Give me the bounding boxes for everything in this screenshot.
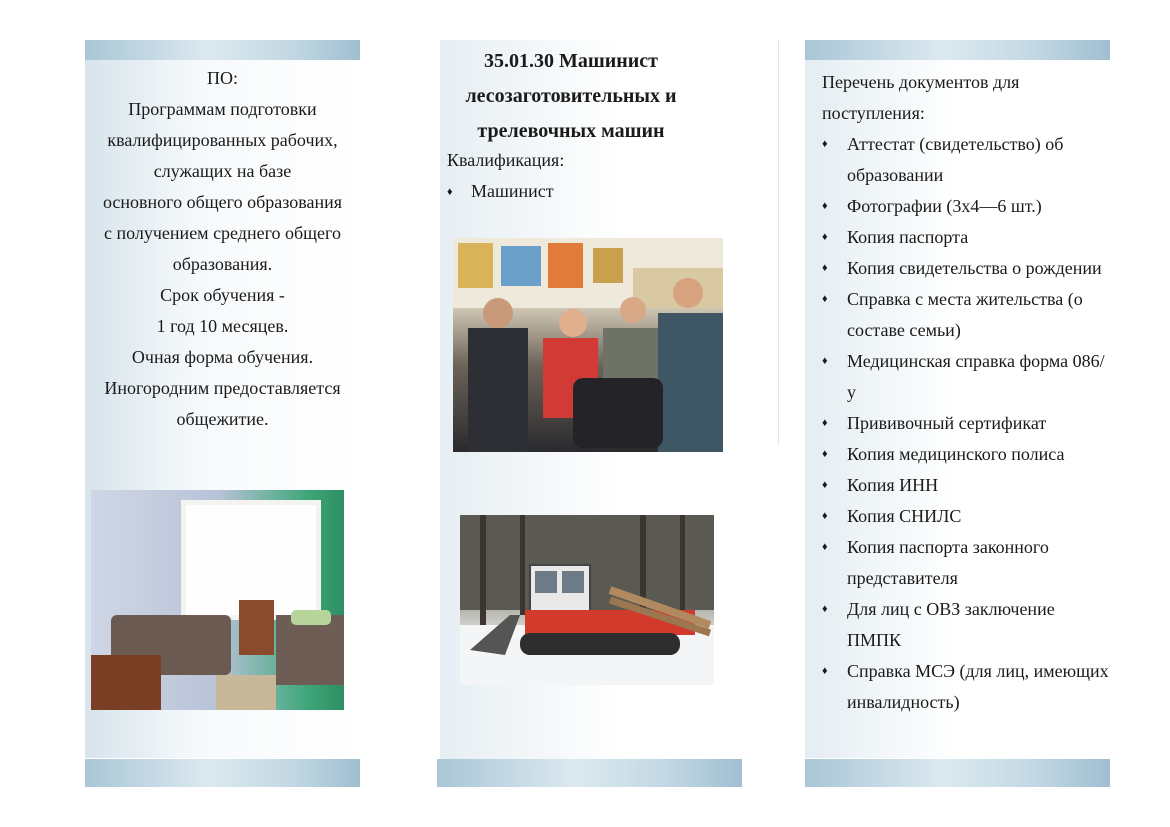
documents-list-section <box>822 67 1112 718</box>
qualification-item <box>447 181 554 202</box>
list-item <box>822 191 1112 222</box>
program-line: служащих на базе <box>153 161 292 181</box>
qualification-value: Машинист <box>471 181 554 201</box>
program-line: с получением среднего общего <box>104 223 341 243</box>
left-bottom-bar <box>85 759 360 787</box>
diamond-bullet-icon: ♦ <box>822 293 828 305</box>
dormitory-photo <box>91 490 344 710</box>
left-top-bar <box>85 40 360 60</box>
list-item <box>822 253 1112 284</box>
documents-heading-line: Перечень документов для <box>822 72 1020 92</box>
column-divider <box>778 40 779 445</box>
diamond-bullet-icon: ♦ <box>822 355 828 367</box>
document-label: Копия паспорта <box>847 227 969 247</box>
document-label: Прививочный сертификат <box>847 413 1047 433</box>
document-label: Копия СНИЛС <box>847 506 962 526</box>
right-bottom-bar <box>805 759 1110 787</box>
program-line: образования. <box>172 254 273 274</box>
diamond-bullet-icon: ♦ <box>822 541 828 553</box>
list-item <box>822 129 1112 191</box>
program-description <box>85 63 360 435</box>
program-line: Срок обучения - <box>160 285 285 305</box>
program-line: общежитие. <box>176 409 269 429</box>
list-item <box>822 470 1112 501</box>
right-top-bar <box>805 40 1110 60</box>
list-item <box>822 532 1112 594</box>
list-item <box>822 346 1112 408</box>
list-item <box>822 656 1112 718</box>
diamond-bullet-icon: ♦ <box>822 665 828 677</box>
list-item <box>822 284 1112 346</box>
diamond-bullet-icon: ♦ <box>822 448 828 460</box>
title-line: 35.01.30 Машинист <box>483 50 659 72</box>
diamond-bullet-icon: ♦ <box>447 186 453 198</box>
diamond-bullet-icon: ♦ <box>822 200 828 212</box>
title-line: трелевочных машин <box>477 120 665 142</box>
program-line: 1 год 10 месяцев. <box>156 316 289 336</box>
diamond-bullet-icon: ♦ <box>822 231 828 243</box>
list-item <box>822 439 1112 470</box>
documents-list <box>822 129 1112 718</box>
document-label: Копия паспорта законного представителя <box>847 537 1049 588</box>
diamond-bullet-icon: ♦ <box>822 510 828 522</box>
forestry-tractor-photo <box>460 515 714 685</box>
diamond-bullet-icon: ♦ <box>822 479 828 491</box>
documents-heading-line: поступления: <box>822 103 925 123</box>
middle-bottom-bar <box>437 759 742 787</box>
document-label: Справка МСЭ (для лиц, имеющих инвалидность) <box>847 661 1109 712</box>
program-line: ПО: <box>207 68 238 88</box>
diamond-bullet-icon: ♦ <box>822 417 828 429</box>
specialty-title <box>440 44 702 149</box>
document-label: Копия свидетельства о рождении <box>847 258 1102 278</box>
diamond-bullet-icon: ♦ <box>822 603 828 615</box>
list-item <box>822 594 1112 656</box>
program-line: квалифицированных рабочих, <box>107 130 338 150</box>
document-label: Медицинская справка форма 086/у <box>847 351 1105 402</box>
classroom-students-photo <box>453 238 723 452</box>
list-item <box>822 501 1112 532</box>
program-line: Очная форма обучения. <box>131 347 314 367</box>
document-label: Аттестат (свидетельство) об образовании <box>847 134 1064 185</box>
diamond-bullet-icon: ♦ <box>822 138 828 150</box>
list-item <box>822 408 1112 439</box>
list-item <box>822 222 1112 253</box>
document-label: Копия ИНН <box>847 475 939 495</box>
title-line: лесозаготовительных и <box>465 85 677 107</box>
document-label: Копия медицинского полиса <box>847 444 1065 464</box>
program-line: Программам подготовки <box>128 99 317 119</box>
document-label: Справка с места жительства (о составе семьи) <box>847 289 1083 340</box>
qualification-label: Квалификация: <box>447 150 565 170</box>
document-label: Фотографии (3х4—6 шт.) <box>847 196 1042 216</box>
program-line: Иногородним предоставляется <box>104 378 341 398</box>
document-label: Для лиц с ОВЗ заключение ПМПК <box>847 599 1055 650</box>
diamond-bullet-icon: ♦ <box>822 262 828 274</box>
program-line: основного общего образования <box>102 192 343 212</box>
